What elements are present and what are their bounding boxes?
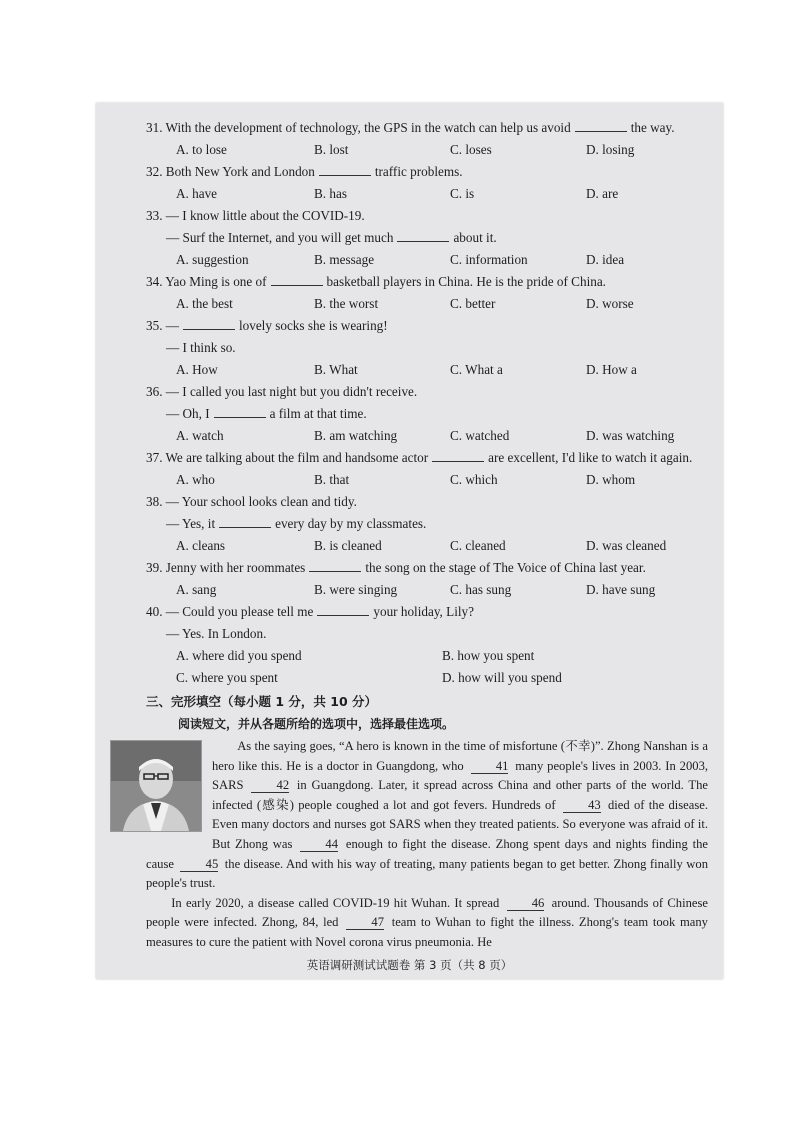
- question-stem-end: a film at that time.: [269, 406, 367, 421]
- answer-blank: [432, 447, 484, 462]
- question-stem: — Yes, it: [166, 516, 216, 531]
- section-instruction: 阅读短文，并从各题所给的选项中，选择最佳选项。: [178, 717, 455, 731]
- portrait-photo: [110, 740, 202, 832]
- option-c: C. better: [450, 296, 496, 311]
- portrait-image: [111, 741, 201, 831]
- options-34: [146, 293, 708, 315]
- answer-blank: [219, 513, 271, 528]
- option-d: D. How a: [586, 362, 637, 377]
- answer-blank: [309, 557, 361, 572]
- option-b: B. that: [314, 472, 350, 487]
- option-a: A. cleans: [176, 538, 226, 553]
- question-number: 38.: [146, 494, 163, 509]
- paragraph-1: As the saying goes, “A hero is known in the time of misfortune (不幸)”. Zhong Nanshan is a hero like this. He is a doctor in Guangdong, who 41 many people's lives in 2003. In 2003, SARS 42 in Guangdong. Later, it spread across China and other parts of the world. The infected (感染) people coughed a lot and got fevers. Hundreds of 43 died of the disease. Even many doctors and nurses got SARS when they treated patients. So everyone was afraid of it. But Zhong was 44 enough to fight the disease. Zhong spent days and nights finding the cause 45 the disease. And with his way of treating, many patients began to get better. Zhong finally won people's trust.: [146, 739, 709, 891]
- cloze-blank-42: 42: [251, 778, 289, 793]
- paragraph-2: In early 2020, a disease called COVID-19 hit Wuhan. It spread 46 around. Thousands of Chinese people were infected. Zhong, 84, led 47 team to Wuhan to fight the illness. Zhong's team took many measures to cure the patient with Novel corona virus pneumonia. He: [146, 895, 708, 949]
- option-d: D. how will you spend: [442, 670, 562, 685]
- question-stem: —: [165, 318, 179, 333]
- option-a: A. watch: [176, 428, 224, 443]
- option-d: D. have sung: [586, 582, 656, 597]
- option-c: C. has sung: [450, 582, 512, 597]
- option-a: A. How: [176, 362, 218, 377]
- question-34: [146, 271, 708, 293]
- question-40: [146, 601, 708, 623]
- option-c: C. cleaned: [450, 538, 506, 553]
- question-stem-end: are excellent, I'd like to watch it again.: [488, 450, 693, 465]
- question-35: [146, 315, 708, 337]
- question-stem: Jenny with her roommates: [165, 560, 306, 575]
- option-a: A. the best: [176, 296, 233, 311]
- question-stem-end: basketball players in China. He is the pride of China.: [326, 274, 606, 289]
- options-35: [146, 359, 708, 381]
- question-38: [146, 491, 708, 513]
- options-38: [146, 535, 708, 557]
- option-c: C. which: [450, 472, 498, 487]
- answer-blank: [271, 271, 323, 286]
- option-b: B. has: [314, 186, 347, 201]
- question-number: 40.: [146, 604, 163, 619]
- option-d: D. worse: [586, 296, 634, 311]
- question-number: 39.: [146, 560, 163, 575]
- cloze-blank-46: 46: [507, 896, 545, 911]
- option-d: D. losing: [586, 142, 635, 157]
- answer-blank: [317, 601, 369, 616]
- option-b: B. message: [314, 252, 375, 267]
- options-40-row1: [146, 645, 708, 667]
- options-32: [146, 183, 708, 205]
- question-stem: Both New York and London: [165, 164, 315, 179]
- exam-page: [96, 103, 723, 979]
- question-stem-end: the way.: [630, 120, 675, 135]
- option-c: C. watched: [450, 428, 510, 443]
- section-title: 三、完形填空（每小题 1 分，共 10 分）: [146, 694, 378, 709]
- options-39: [146, 579, 708, 601]
- question-stem: — Could you please tell me: [165, 604, 314, 619]
- options-33: [146, 249, 708, 271]
- option-d: D. are: [586, 186, 619, 201]
- cloze-blank-43: 43: [563, 798, 601, 813]
- option-c: C. information: [450, 252, 528, 267]
- cloze-blank-47: 47: [346, 915, 384, 930]
- option-d: D. was watching: [586, 428, 675, 443]
- question-stem: — I think so.: [166, 340, 236, 355]
- answer-blank: [183, 315, 235, 330]
- question-number: 34.: [146, 274, 163, 289]
- question-stem: We are talking about the film and handsome actor: [165, 450, 429, 465]
- question-stem: — I know little about the COVID-19.: [165, 208, 365, 223]
- option-a: A. to lose: [176, 142, 227, 157]
- option-b: B. is cleaned: [314, 538, 382, 553]
- question-31: [146, 117, 708, 139]
- question-38-line2: [146, 513, 708, 535]
- question-stem-end: the song on the stage of The Voice of China last year.: [365, 560, 646, 575]
- question-number: 32.: [146, 164, 163, 179]
- option-d: D. whom: [586, 472, 636, 487]
- question-number: 37.: [146, 450, 163, 465]
- question-stem-end: lovely socks she is wearing!: [238, 318, 388, 333]
- option-a: A. who: [176, 472, 215, 487]
- options-36: [146, 425, 708, 447]
- question-stem: — Oh, I: [166, 406, 210, 421]
- cloze-passage: [146, 737, 708, 953]
- option-a: A. suggestion: [176, 252, 249, 267]
- option-b: B. how you spent: [442, 648, 535, 663]
- answer-blank: [214, 403, 266, 418]
- option-c: C. loses: [450, 142, 492, 157]
- option-b: B. the worst: [314, 296, 379, 311]
- option-d: D. idea: [586, 252, 625, 267]
- question-36: [146, 381, 708, 403]
- question-stem-end: traffic problems.: [374, 164, 463, 179]
- question-32: [146, 161, 708, 183]
- option-b: B. am watching: [314, 428, 398, 443]
- option-c: C. What a: [450, 362, 503, 377]
- question-number: 36.: [146, 384, 163, 399]
- question-number: 35.: [146, 318, 163, 333]
- question-stem: — I called you last night but you didn't receive.: [165, 384, 418, 399]
- question-number: 31.: [146, 120, 163, 135]
- answer-blank: [575, 117, 627, 132]
- options-37: [146, 469, 708, 491]
- question-35-line2: [146, 337, 708, 359]
- cloze-blank-45: 45: [180, 857, 218, 872]
- answer-blank: [319, 161, 371, 176]
- option-c: C. where you spent: [176, 670, 278, 685]
- option-a: A. where did you spend: [176, 648, 302, 663]
- question-stem: Yao Ming is one of: [165, 274, 267, 289]
- option-c: C. is: [450, 186, 475, 201]
- options-31: [146, 139, 708, 161]
- question-33-line2: [146, 227, 708, 249]
- question-40-line2: [146, 623, 708, 645]
- question-33: [146, 205, 708, 227]
- question-37: [146, 447, 708, 469]
- option-b: B. What: [314, 362, 358, 377]
- question-stem: — Yes. In London.: [166, 626, 267, 641]
- question-stem: With the development of technology, the GPS in the watch can help us avoid: [165, 120, 571, 135]
- question-stem-end: about it.: [453, 230, 497, 245]
- question-39: [146, 557, 708, 579]
- question-stem-end: your holiday, Lily?: [373, 604, 474, 619]
- question-stem-end: every day by my classmates.: [275, 516, 427, 531]
- option-b: B. lost: [314, 142, 349, 157]
- question-36-line2: [146, 403, 708, 425]
- cloze-blank-41: 41: [471, 759, 509, 774]
- answer-blank: [397, 227, 449, 242]
- question-stem: — Your school looks clean and tidy.: [165, 494, 357, 509]
- question-stem: — Surf the Internet, and you will get much: [166, 230, 394, 245]
- options-40-row2: [146, 667, 708, 689]
- option-a: A. have: [176, 186, 218, 201]
- question-number: 33.: [146, 208, 163, 223]
- page-footer: 英语调研测试试题卷 第 3 页（共 8 页）: [306, 958, 513, 972]
- cloze-blank-44: 44: [300, 837, 338, 852]
- option-d: D. was cleaned: [586, 538, 667, 553]
- option-a: A. sang: [176, 582, 217, 597]
- question-area: [146, 117, 708, 953]
- option-b: B. were singing: [314, 582, 398, 597]
